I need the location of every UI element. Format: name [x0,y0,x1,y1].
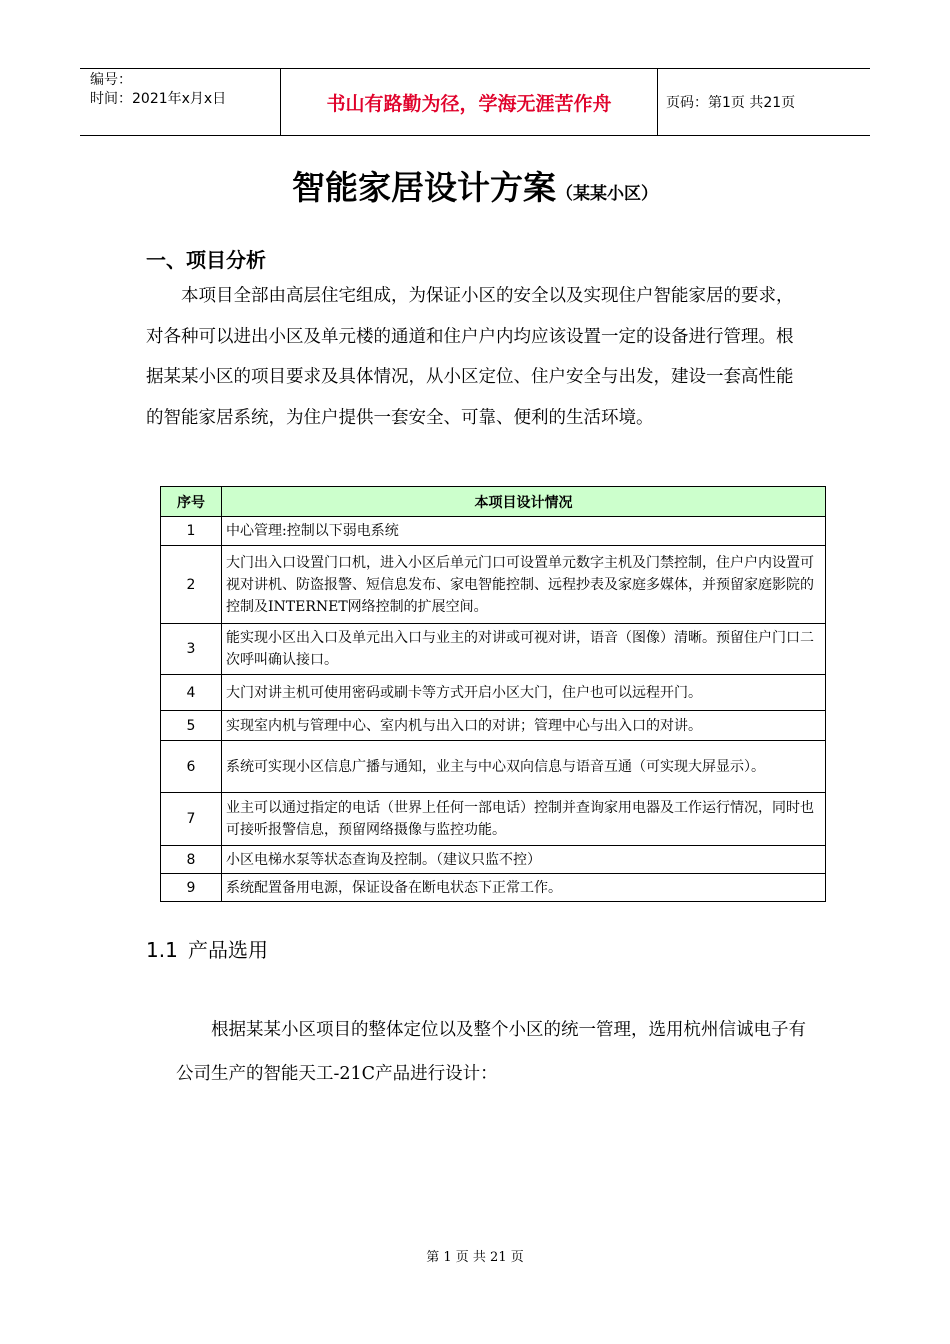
row-text: 实现室内机与管理中心、室内机与出入口的对讲；管理中心与出入口的对讲。 [222,711,826,741]
row-text: 能实现小区出入口及单元出入口与业主的对讲或可视对讲，语音（图像）清晰。预留住户门口二次呼叫确认接口。 [222,624,826,675]
section-paragraph-product-selection: 根据某某小区项目的整体定位以及整个小区的统一管理，选用杭州信诚电子有公司生产的智能天工-21C产品进行设计： [176,1020,806,1084]
document-date: 时间：2021年x月x日 [90,91,227,107]
row-text: 业主可以通过指定的电话（世界上任何一部电话）控制并查询家用电器及工作运行情况，同时也可接听报警信息，预留网络摄像与监控功能。 [222,793,826,846]
section-heading-product-selection [146,934,268,963]
row-text: 小区电梯水泵等状态查询及控制。（建议只监不控） [222,846,826,874]
row-number: 6 [161,741,222,793]
row-text: 大门出入口设置门口机，进入小区后单元门口可设置单元数字主机及门禁控制，住户户内设置可视对讲机、防盗报警、短信息发布、家电智能控制、远程抄表及家庭多媒体，并预留家庭影院的控制及INTERNET网络控制的扩展空间。 [222,546,826,624]
table-header-number: 序号 [161,487,222,517]
section-title: 产品选用 [188,938,268,962]
row-number: 5 [161,711,222,741]
design-table [160,486,826,902]
section-heading-project-analysis: 一、项目分析 [146,248,266,272]
row-number: 7 [161,793,222,846]
section-number: 1.1 [146,938,178,962]
document-title [0,162,950,209]
row-number: 2 [161,546,222,624]
page-footer: 第 1 页 共 21 页 [426,1250,524,1265]
header-motto: 书山有路勤为径，学海无涯苦作舟 [280,69,658,135]
header-page-info: 页码：第1页 共21页 [666,95,796,111]
table-header-description: 本项目设计情况 [222,487,826,517]
row-number: 9 [161,874,222,902]
row-number: 4 [161,675,222,711]
header-meta [80,69,280,135]
document-title-main: 智能家居设计方案 [292,168,556,207]
table-row [161,874,826,902]
document-title-sub: （某某小区） [556,184,658,204]
page-header [80,68,870,136]
row-text: 系统可实现小区信息广播与通知，业主与中心双向信息与语音互通（可实现大屏显示）。 [222,741,826,793]
row-text: 系统配置备用电源，保证设备在断电状态下正常工作。 [222,874,826,902]
table-row [161,624,826,675]
table-row [161,793,826,846]
table-row [161,741,826,793]
table-row [161,517,826,546]
document-number-label: 编号： [90,72,132,88]
row-number: 1 [161,517,222,546]
row-number: 3 [161,624,222,675]
table-row [161,546,826,624]
row-number: 8 [161,846,222,874]
table-row [161,846,826,874]
section-paragraph-project-analysis: 本项目全部由高层住宅组成，为保证小区的安全以及实现住户智能家居的要求，对各种可以进出小区及单元楼的通道和住户户内均应该设置一定的设备进行管理。根据某某小区的项目要求及具体情况，从小区定位、住户安全与出发，建设一套高性能的智能家居系统，为住户提供一套安全、可靠、便利的生活环境。 [146,286,794,428]
table-row [161,711,826,741]
table-header-row [161,487,826,517]
row-text: 大门对讲主机可使用密码或刷卡等方式开启小区大门，住户也可以远程开门。 [222,675,826,711]
table-row [161,675,826,711]
row-text: 中心管理:控制以下弱电系统 [222,517,826,546]
